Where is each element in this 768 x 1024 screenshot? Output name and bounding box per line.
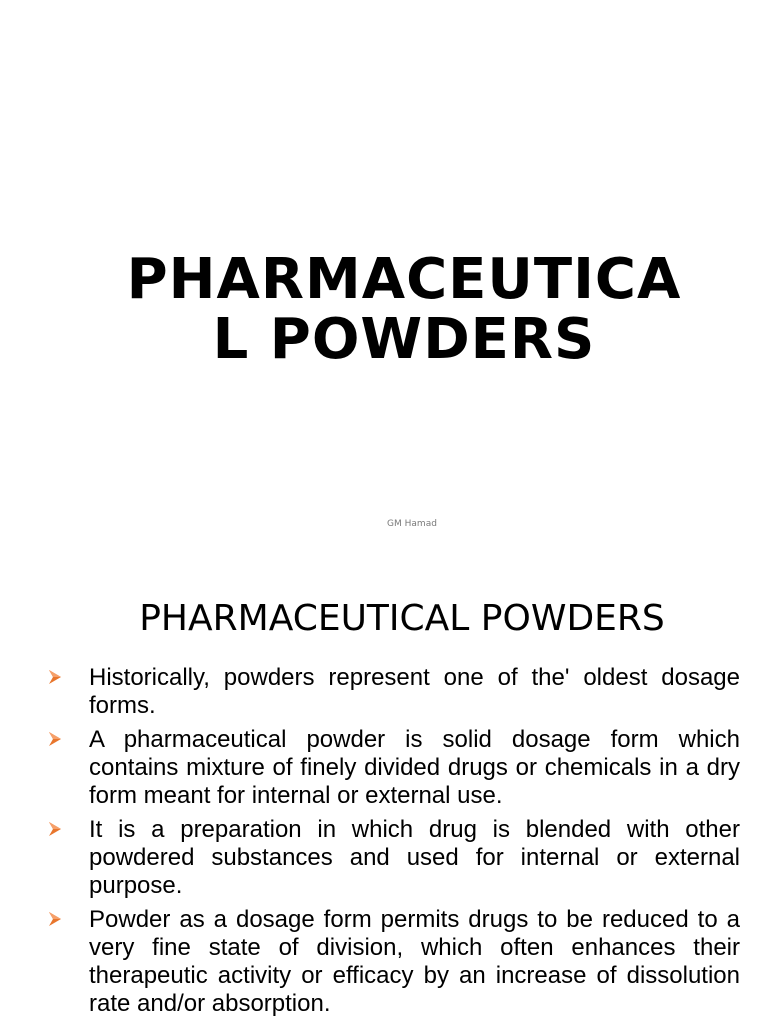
arrow-bullet-icon: [47, 821, 63, 837]
slide-title: PHARMACEUTICA L POWDERS: [126, 247, 682, 372]
bullet-item: [0, 816, 768, 900]
bullet-item: [0, 906, 768, 1018]
bullet-list: [0, 664, 768, 1024]
bullet-item: [0, 664, 768, 720]
arrow-bullet-icon: [47, 731, 63, 747]
bullet-text: A pharmaceutical powder is solid dosage form which contains mixture of finely divided drugs or chemicals in a dry form meant for internal or external use.: [89, 726, 740, 809]
author-footer: GM Hamad: [387, 519, 437, 529]
bullet-item: [0, 726, 768, 810]
bullet-text: Powder as a dosage form permits drugs to be reduced to a very fine state of division, which often enhances their therapeutic activity or efficacy by an increase of dissolution rate and/or absorption.: [89, 906, 740, 1017]
arrow-bullet-icon: [47, 911, 63, 927]
bullet-text: It is a preparation in which drug is blended with other powdered substances and used for internal or external purpose.: [89, 816, 740, 899]
bullet-text: Historically, powders represent one of the' oldest dosage forms.: [89, 664, 740, 719]
content-slide: [0, 576, 768, 1024]
arrow-bullet-icon: [47, 669, 63, 685]
content-slide-title: PHARMACEUTICAL POWDERS: [139, 598, 665, 639]
